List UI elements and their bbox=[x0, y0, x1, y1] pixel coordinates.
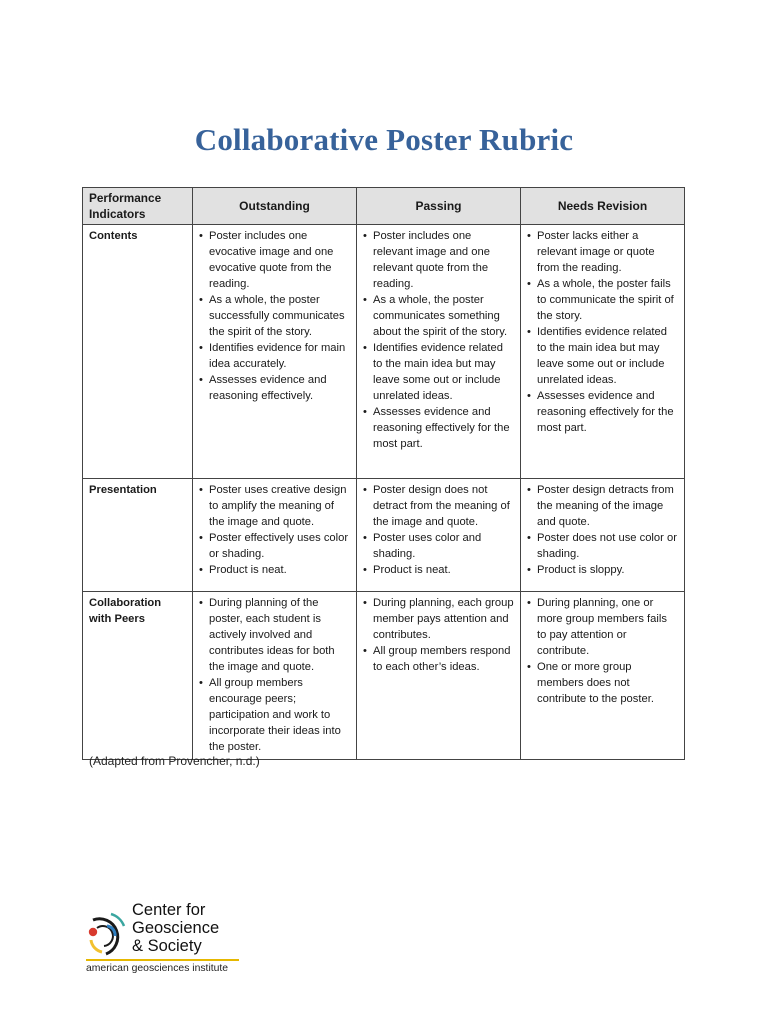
criterion-item: • During planning, each group member pays attention and contributes. bbox=[363, 595, 514, 643]
criterion-item: • Poster design detracts from the meaning of the image and quote. bbox=[527, 482, 678, 530]
criterion-item: • All group members respond to each other’s ideas. bbox=[363, 643, 514, 675]
logo-text-line1: Center for bbox=[132, 901, 206, 919]
criterion-item: • All group members encourage peers; participation and work to incorporate their ideas into the poster. bbox=[199, 675, 350, 755]
header-performance-indicators: Performance Indicators bbox=[83, 188, 193, 225]
header-needs-revision: Needs Revision bbox=[521, 188, 685, 225]
criterion-item: • During planning of the poster, each student is actively involved and contributes ideas for both the image and quote. bbox=[199, 595, 350, 675]
page-title: Collaborative Poster Rubric bbox=[194, 122, 574, 157]
criterion-item: • As a whole, the poster fails to communicate the spirit of the story. bbox=[527, 276, 678, 324]
criterion-item: • Product is neat. bbox=[199, 562, 350, 578]
criterion-item: • As a whole, the poster communicates something about the spirit of the story. bbox=[363, 292, 514, 340]
criterion-item: • Assesses evidence and reasoning effectively for the most part. bbox=[363, 404, 514, 452]
organization-logo bbox=[84, 900, 244, 980]
header-outstanding: Outstanding bbox=[193, 188, 357, 225]
logo-inner-arc bbox=[97, 926, 113, 946]
cell-outstanding bbox=[193, 592, 357, 760]
criterion-item: • As a whole, the poster successfully communicates the spirit of the story. bbox=[199, 292, 350, 340]
logo-underline bbox=[86, 959, 239, 961]
criterion-item: • Identifies evidence related to the main idea but may leave some out or include unrelated ideas. bbox=[527, 324, 678, 388]
header-row bbox=[83, 188, 685, 225]
cell-needs-revision bbox=[521, 479, 685, 592]
table-row bbox=[83, 592, 685, 760]
logo-subtitle: american geosciences institute bbox=[86, 963, 229, 974]
geoscience-logo-icon bbox=[84, 902, 130, 958]
criterion-item: • Poster design does not detract from the meaning of the image and quote. bbox=[363, 482, 514, 530]
criterion-item: • Assesses evidence and reasoning effectively for the most part. bbox=[527, 388, 678, 436]
criterion-item: • Product is sloppy. bbox=[527, 562, 678, 578]
criterion-item: • One or more group members does not contribute to the poster. bbox=[527, 659, 678, 707]
source-citation: (Adapted from Provencher, n.d.) bbox=[89, 754, 260, 768]
criterion-item: • Identifies evidence for main idea accurately. bbox=[199, 340, 350, 372]
row-label-presentation: Presentation bbox=[83, 479, 193, 592]
criterion-item: • Product is neat. bbox=[363, 562, 514, 578]
cell-passing bbox=[357, 479, 521, 592]
row-label-contents: Contents bbox=[83, 225, 193, 479]
cell-passing bbox=[357, 225, 521, 479]
criterion-item: • Poster effectively uses color or shading. bbox=[199, 530, 350, 562]
cell-needs-revision bbox=[521, 225, 685, 479]
table-row bbox=[83, 479, 685, 592]
criterion-item: • Poster includes one relevant image and one relevant quote from the reading. bbox=[363, 228, 514, 292]
header-passing: Passing bbox=[357, 188, 521, 225]
criterion-item: • Identifies evidence related to the main idea but may leave some out or include unrelated ideas. bbox=[363, 340, 514, 404]
criterion-item: • Poster uses color and shading. bbox=[363, 530, 514, 562]
cell-needs-revision bbox=[521, 592, 685, 760]
criterion-item: • Assesses evidence and reasoning effectively. bbox=[199, 372, 350, 404]
criterion-item: • During planning, one or more group members fails to pay attention or contribute. bbox=[527, 595, 678, 659]
criterion-item: • Poster includes one evocative image and one evocative quote from the reading. bbox=[199, 228, 350, 292]
table-row bbox=[83, 225, 685, 479]
logo-red-dot bbox=[89, 928, 97, 936]
criterion-item: • Poster lacks either a relevant image or quote from the reading. bbox=[527, 228, 678, 276]
logo-text-line3: & Society bbox=[132, 937, 202, 955]
rubric-table bbox=[82, 187, 685, 760]
logo-yellow-arc bbox=[91, 940, 102, 952]
criterion-item: • Poster uses creative design to amplify the meaning of the image and quote. bbox=[199, 482, 350, 530]
logo-text-line2: Geoscience bbox=[132, 919, 220, 937]
cell-passing bbox=[357, 592, 521, 760]
row-label-collaboration: Collaboration with Peers bbox=[83, 592, 193, 760]
criterion-item: • Poster does not use color or shading. bbox=[527, 530, 678, 562]
cell-outstanding bbox=[193, 225, 357, 479]
cell-outstanding bbox=[193, 479, 357, 592]
